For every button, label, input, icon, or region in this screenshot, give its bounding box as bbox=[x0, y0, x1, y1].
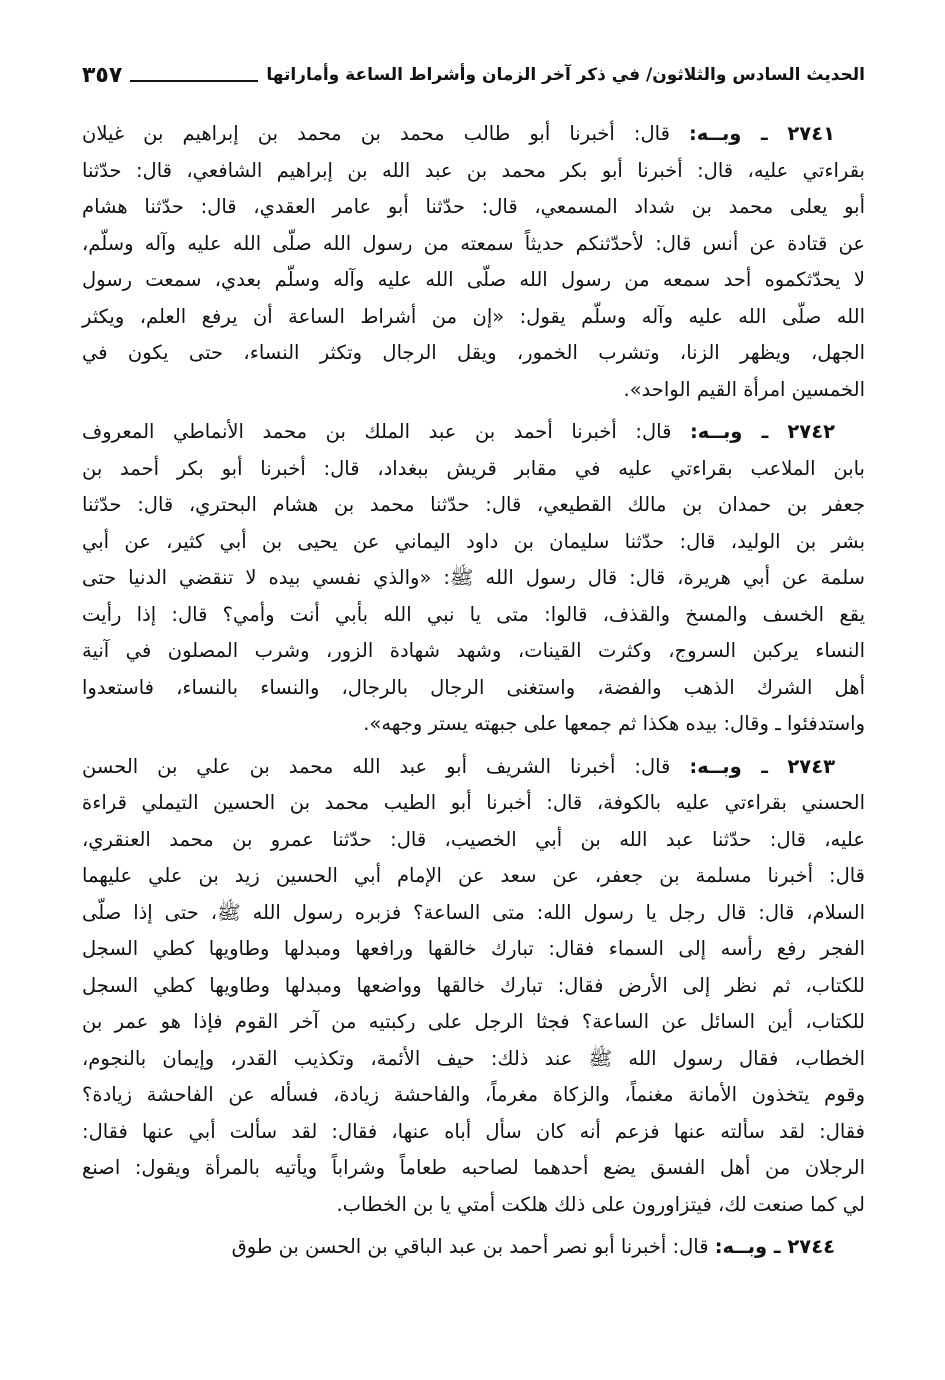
hadith-number: ٢٧٤١ ـ وبــه: bbox=[688, 122, 836, 145]
line-text: عن قتادة عن أنس قال: لأحدّثنكم حديثاً سمعته من رسول الله صلّى الله عليه وآله وسلّم، bbox=[82, 231, 865, 255]
text-line bbox=[82, 116, 865, 153]
page-body bbox=[82, 116, 865, 1272]
line-text: لي كما صنعت لك، فيتزاورون على ذلك هلكت أمتي يا بن الخطاب. bbox=[336, 1192, 865, 1216]
text-line bbox=[82, 1229, 865, 1266]
line-text: للكتاب، أين السائل عن الساعة؟ فجثا الرجل على ركبتيه من آخر القوم فإذا هو عمر بن bbox=[82, 1010, 865, 1033]
text-line bbox=[82, 335, 865, 372]
text-line bbox=[82, 858, 865, 895]
line-text: الحسني بقراءتي عليه بالكوفة، قال: أخبرنا أبو الطيب محمد بن الحسين التيملي قراءة bbox=[82, 791, 865, 814]
text-line bbox=[82, 968, 865, 1005]
text-line bbox=[82, 822, 865, 859]
text-line bbox=[82, 1150, 865, 1187]
line-text: الله صلّى الله عليه وآله وسلّم يقول: «إن من أشراط الساعة أن يرفع العلم، ويكثر bbox=[82, 304, 865, 328]
line-text: قال: أخبرنا أبو طالب محمد بن محمد بن إبراهيم بن غيلان bbox=[82, 122, 670, 145]
text-line bbox=[82, 1004, 865, 1041]
line-text: لا يحدّثكموه أحد سمعه من رسول الله صلّى الله عليه وآله وسلّم بعدي، سمعت رسول bbox=[82, 268, 865, 291]
text-line bbox=[82, 153, 865, 190]
hadith-paragraph bbox=[82, 1229, 865, 1266]
text-line bbox=[82, 1114, 865, 1151]
text-line bbox=[82, 895, 865, 932]
line-text: الفجر رفع رأسه إلى السماء فقال: تبارك خالقها ورافعها ومبدلها وطاويها كطي السجل bbox=[82, 937, 865, 960]
text-line bbox=[82, 299, 865, 336]
line-text: للكتاب، ثم نظر إلى الأرض فقال: تبارك خالقها وواضعها ومبدلها وطاويها كطي السجل bbox=[82, 973, 865, 997]
line-text: بشر بن الوليد، قال: حدّثنا سليمان بن داود اليماني عن يحيى بن أبي كثير، عن أبي bbox=[82, 529, 865, 553]
line-text: وقوم يتخذون الأمانة مغنماً، والزكاة مغرماً، والفاحشة زيادة، فسأله عن الفاحشة زيادة؟ bbox=[82, 1083, 865, 1106]
line-text: أبو يعلى محمد بن شداد المسمعي، قال: حدّثنا أبو عامر العقدي، قال: حدّثنا هشام bbox=[82, 195, 865, 218]
text-line bbox=[82, 670, 865, 707]
line-text: السلام، قال: قال رجل يا رسول الله: متى الساعة؟ فزبره رسول الله ﷺ، حتى إذا صلّى bbox=[82, 900, 865, 924]
header-divider bbox=[130, 68, 258, 82]
text-line bbox=[82, 560, 865, 597]
text-line bbox=[82, 487, 865, 524]
text-line bbox=[82, 226, 865, 263]
hadith-paragraph bbox=[82, 116, 865, 408]
text-line bbox=[82, 1187, 865, 1224]
line-text: بابن الملاعب بقراءتي عليه في مقابر قريش ببغداد، قال: أخبرنا أبو بكر أحمد بن bbox=[82, 456, 865, 480]
text-line bbox=[82, 749, 865, 786]
text-line bbox=[82, 372, 865, 409]
line-text: عليه، قال: حدّثنا عبد الله بن أبي الخصيب، قال: حدّثنا عمرو بن محمد العنقري، bbox=[82, 827, 865, 851]
line-text: قال: أخبرنا الشريف أبو عبد الله محمد بن علي بن الحسن bbox=[82, 754, 671, 778]
text-line bbox=[82, 524, 865, 561]
hadith-number: ٢٧٤٤ ـ وبــه: bbox=[714, 1235, 835, 1258]
line-text: قال: أخبرنا أحمد بن عبد الملك بن محمد الأنماطي المعروف bbox=[82, 420, 672, 443]
line-text: النساء يركبن السروج، وكثرت القينات، وشهد شهادة الزور، وشرب المصلون في آنية bbox=[82, 639, 865, 662]
text-line bbox=[82, 1041, 865, 1078]
line-text: بقراءتي عليه، قال: أخبرنا أبو بكر محمد بن عبد الله بن إبراهيم الشافعي، قال: حدّثنا bbox=[82, 158, 865, 182]
line-text: يقع الخسف والمسخ والقذف، قالوا: متى يا نبي الله بأبي أنت وأمي؟ قال: إذا رأيت bbox=[82, 602, 865, 626]
text-line bbox=[82, 414, 865, 451]
line-text: الرجلان من أهل الفسق يضع أحدهما لصاحبه طعاماً وشراباً ويأتيه بالمرأة ويقول: اصنع bbox=[82, 1156, 865, 1179]
hadith-number: ٢٧٤٣ ـ وبــه: bbox=[689, 754, 836, 778]
hadith-paragraph bbox=[82, 749, 865, 1224]
text-line bbox=[82, 706, 865, 743]
line-text: أهل الشرك الذهب والفضة، واستغنى الرجال بالرجال، والنساء بالنساء، فاستعدوا bbox=[82, 675, 865, 699]
text-line bbox=[82, 451, 865, 488]
line-text: واستدفئوا ـ وقال: بيده هكذا ثم جمعها على جبهته يستر وجهه». bbox=[363, 712, 865, 735]
text-line bbox=[82, 597, 865, 634]
text-line bbox=[82, 785, 865, 822]
line-text: الخمسين امرأة القيم الواحد». bbox=[623, 377, 865, 401]
line-text: قال: أخبرنا أبو نصر أحمد بن عبد الباقي بن الحسن بن طوق bbox=[231, 1235, 709, 1258]
hadith-number: ٢٧٤٢ ـ وبــه: bbox=[690, 420, 836, 443]
page-number: ٣٥٧ bbox=[82, 62, 123, 88]
line-text: قال: أخبرنا مسلمة بن جعفر، عن سعد عن الإمام أبي الحسين زيد بن علي عليهما bbox=[82, 864, 865, 887]
line-text: فقال: لقد سألته عنها فزعم أنه كان سأل أباه عنها، فقال: لقد سألت أبي عنها فقال: bbox=[82, 1119, 865, 1143]
line-text: الخطاب، فقال رسول الله ﷺ عند ذلك: حيف الأئمة، وتكذيب القدر، وإيمان بالنجوم، bbox=[82, 1046, 865, 1070]
running-header bbox=[82, 58, 865, 92]
text-line bbox=[82, 931, 865, 968]
text-line bbox=[82, 262, 865, 299]
line-text: جعفر بن حمدان بن مالك القطيعي، قال: حدّثنا محمد بن هشام البحتري، قال: حدّثنا bbox=[82, 493, 865, 516]
chapter-title: الحديث السادس والثلاثون/ في ذكر آخر الزمان وأشراط الساعة وأماراتها bbox=[266, 65, 865, 85]
text-line bbox=[82, 633, 865, 670]
line-text: سلمة عن أبي هريرة، قال: قال رسول الله ﷺ: «والذي نفسي بيده لا تنقضي الدنيا حتى bbox=[82, 566, 865, 589]
line-text: الجهل، ويظهر الزنا، وتشرب الخمور، ويقل الرجال وتكثر النساء، حتى يكون في bbox=[82, 341, 865, 364]
hadith-paragraph bbox=[82, 414, 865, 743]
text-line bbox=[82, 189, 865, 226]
text-line bbox=[82, 1077, 865, 1114]
